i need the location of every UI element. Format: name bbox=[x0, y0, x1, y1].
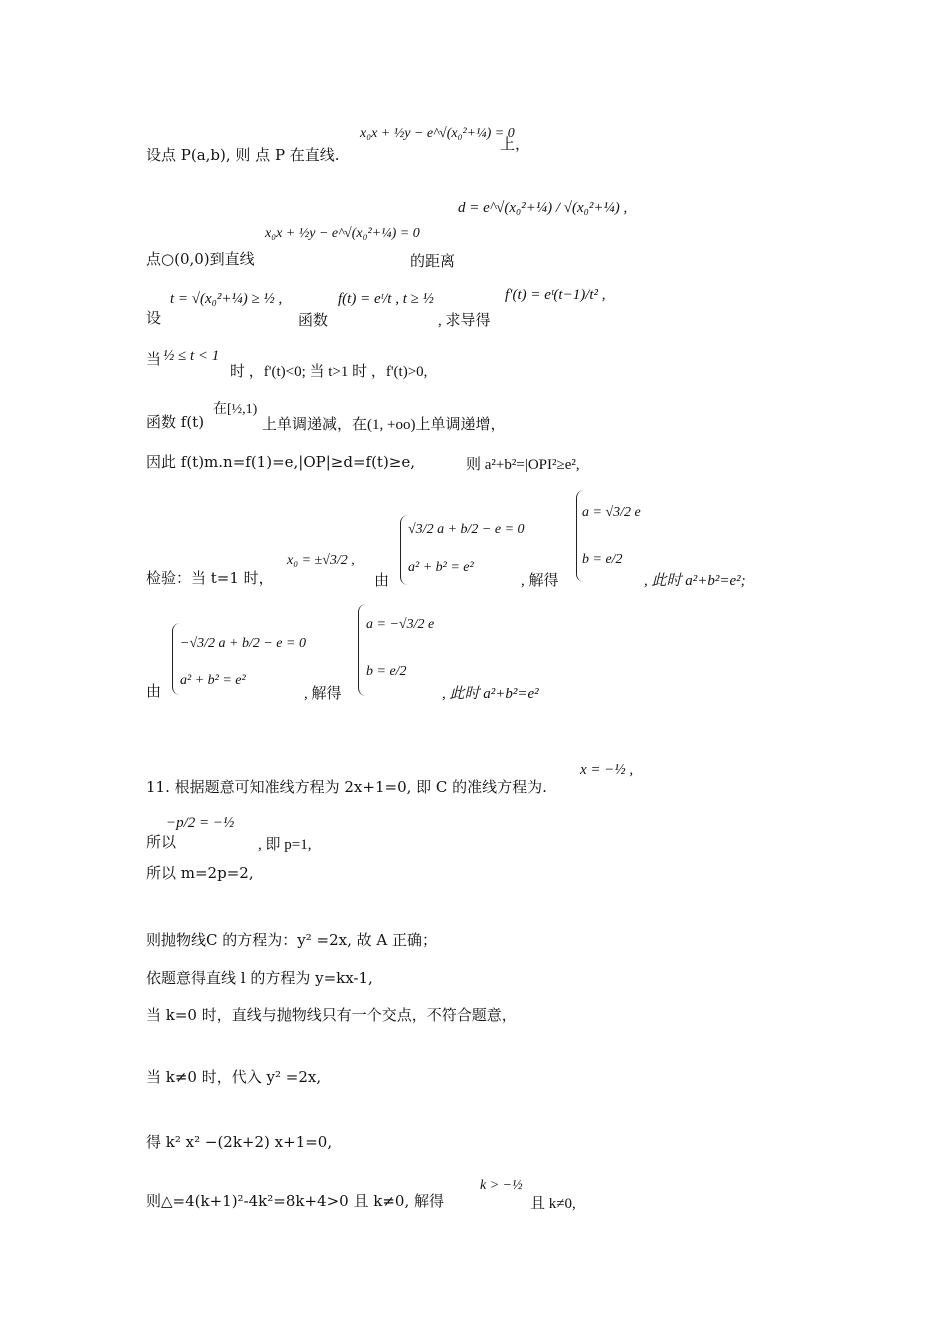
line-5-b: 上单调递减，在(1, +oo)上单调递增， bbox=[262, 417, 506, 433]
p-equation: −p/2 = −½ bbox=[166, 815, 235, 831]
solution-2-b: b = e/2 bbox=[366, 664, 407, 679]
line-7-b: 由 bbox=[374, 573, 390, 589]
line-1-text: 设点 P(a,b), 则 点 P 在直线. bbox=[146, 146, 340, 164]
k-inequality: k > −½ bbox=[480, 1178, 523, 1193]
line-6-a: 因此 f(t)m.n=f(1)=e,|OP|≥d=f(t)≥e, bbox=[146, 453, 416, 471]
line-3-c: , 求导得 bbox=[438, 313, 491, 329]
interval-left: 在[½,1) bbox=[213, 402, 258, 417]
line-15: 当 k≠0 时，代入 y² =2x, bbox=[146, 1068, 322, 1086]
line-10-b: , 即 p=1, bbox=[258, 837, 312, 853]
line-1-equation bbox=[360, 126, 515, 142]
line-10-a: 所以 bbox=[146, 833, 177, 851]
line-14: 当 k=0 时，直线与抛物线只有一个交点，不符合题意， bbox=[146, 1006, 517, 1024]
eq-line-1: x₀x + ½y − e^√(x₀²+¼) = 0 bbox=[360, 126, 515, 141]
system-2-eq-a: −√3/2 a + b/2 − e = 0 bbox=[180, 636, 306, 651]
f-definition: f(t) = eᵗ/t , t ≥ ½ bbox=[338, 291, 434, 307]
line-2-mid: 的距离 bbox=[410, 254, 456, 270]
x0-value: x₀ = ±√3/2 , bbox=[287, 553, 355, 568]
distance-formula: d = e^√(x₀²+¼) / √(x₀²+¼) , bbox=[458, 200, 628, 216]
line-7-a: 检验：当 t=1 时， bbox=[146, 569, 274, 587]
solution-1-brace bbox=[576, 490, 585, 582]
line-11: 所以 m=2p=2, bbox=[146, 864, 254, 882]
line-4-a: 当 bbox=[146, 350, 162, 368]
system-2-eq-b: a² + b² = e² bbox=[180, 673, 246, 688]
line-1-tail: 上， bbox=[500, 137, 531, 153]
line-1 bbox=[146, 146, 340, 164]
line-8-b: , 解得 bbox=[304, 686, 342, 702]
line-3-b: 函数 bbox=[298, 313, 329, 329]
line-16: 得 k² x² −(2k+2) x+1=0, bbox=[146, 1133, 333, 1151]
solution-1-b: b = e/2 bbox=[582, 552, 623, 567]
line-3-a: 设 bbox=[146, 309, 162, 327]
line-6-b: 则 a²+b²=|OPI²≥e², bbox=[466, 457, 580, 473]
line-12: 则抛物线C 的方程为：y² =2x, 故 A 正确； bbox=[146, 931, 437, 949]
line-8-c: , 此时 a²+b²=e² bbox=[442, 686, 539, 702]
system-1-eq-b: a² + b² = e² bbox=[408, 560, 474, 575]
line-5-a: 函数 f(t) bbox=[146, 413, 205, 431]
solution-2-a: a = −√3/2 e bbox=[366, 617, 435, 632]
line-17-b: 且 k≠0, bbox=[530, 1196, 576, 1212]
line-13: 依题意得直线 l 的方程为 y=kx-1, bbox=[146, 969, 373, 987]
derivative-formula: f′(t) = eᵗ(t−1)/t² , bbox=[505, 287, 606, 303]
system-1-eq-a: √3/2 a + b/2 − e = 0 bbox=[408, 522, 525, 537]
line-7-c: , 解得 bbox=[521, 573, 559, 589]
line-2-text: 点○(0,0)到直线 bbox=[146, 250, 255, 268]
line-7-d: , 此时 a²+b²=e²; bbox=[644, 573, 746, 589]
directrix-equation: x = −½ , bbox=[580, 762, 634, 778]
line-4-b: 时 ，f'(t)<0; 当 t>1 时 ，f'(t)>0, bbox=[230, 364, 428, 380]
solution-1-a: a = √3/2 e bbox=[582, 505, 641, 520]
line-17-a: 则△=4(k+1)²-4k²=8k+4>0 且 k≠0, 解得 bbox=[146, 1192, 444, 1210]
t-definition: t = √(x₀²+¼) ≥ ½ , bbox=[170, 291, 283, 307]
line-9-a: 11. 根据题意可知准线方程为 2x+1=0, 即 C 的准线方程为. bbox=[146, 778, 547, 796]
line-2-equation: x₀x + ½y − e^√(x₀²+¼) = 0 bbox=[265, 226, 420, 241]
line-8-a: 由 bbox=[146, 682, 162, 700]
t-interval: ½ ≤ t < 1 bbox=[163, 348, 220, 364]
